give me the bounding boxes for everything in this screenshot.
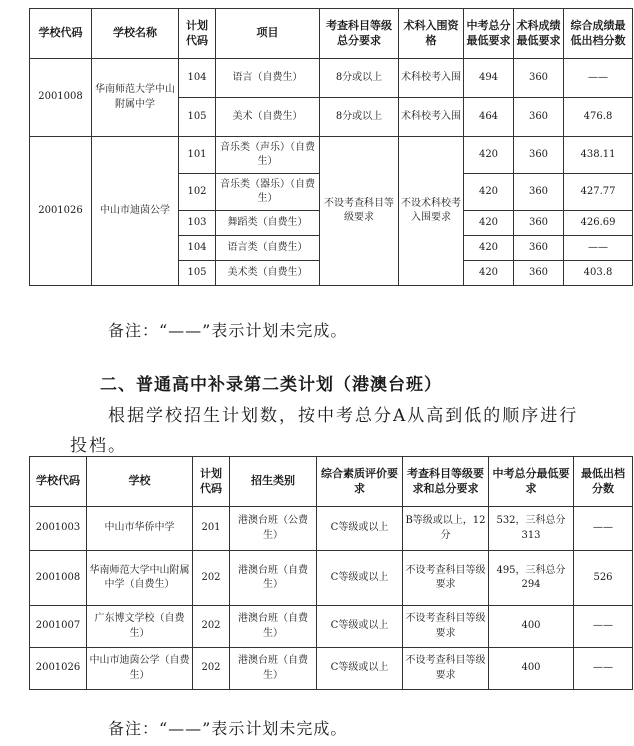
min-total-score: 495，三科总分294 (489, 551, 574, 606)
column-header: 术科成绩最低要求 (514, 9, 564, 59)
min-total-score: 532，三科总分313 (489, 507, 574, 551)
column-header: 考查科目等级总分要求 (320, 9, 399, 59)
paragraph-line-2: 投档。 (70, 436, 127, 456)
min-total-score: 464 (464, 98, 514, 137)
column-header: 计划代码 (179, 9, 216, 59)
min-total-score: 400 (489, 648, 574, 690)
table-row (30, 551, 633, 606)
table-row (30, 606, 633, 648)
min-admission-score: 403.8 (564, 261, 633, 286)
note-2: 备注：“——”表示计划未完成。 (108, 719, 348, 738)
plan-code: 103 (179, 211, 216, 236)
column-header: 招生类别 (230, 457, 317, 507)
min-admission-score: 476.8 (564, 98, 633, 137)
min-total-score: 420 (464, 174, 514, 211)
section-heading: 二、普通高中补录第二类计划（港澳台班） (100, 375, 442, 395)
plan-code: 105 (179, 261, 216, 286)
subject-requirement: 不设考查科目等级要求 (403, 606, 489, 648)
min-admission-score: —— (574, 507, 633, 551)
min-art-score: 360 (514, 261, 564, 286)
subject-requirement: 不设考查科目等级要求 (403, 648, 489, 690)
school-name: 广东博文学校（自费生） (87, 606, 193, 648)
school-name: 华南师范大学中山附属中学（自费生） (87, 551, 193, 606)
item: 美术类（自费生） (216, 261, 320, 286)
paragraph-line-1: 根据学校招生计划数，按中考总分A从高到低的顺序进行 (108, 406, 579, 426)
min-total-score: 494 (464, 59, 514, 98)
table-row (30, 648, 633, 690)
art-plan-table (29, 8, 633, 286)
column-header: 学校名称 (92, 9, 179, 59)
min-admission-score: —— (574, 648, 633, 690)
min-admission-score: —— (564, 59, 633, 98)
item: 音乐类（声乐）（自费生） (216, 137, 320, 174)
item: 音乐类（器乐）（自费生） (216, 174, 320, 211)
evaluation-requirement: C等级或以上 (317, 606, 403, 648)
art-qualification: 术科校考入围 (399, 59, 464, 98)
plan-code: 201 (193, 507, 230, 551)
column-header: 计划代码 (193, 457, 230, 507)
art-qualification: 不设术科校考入围要求 (399, 137, 464, 286)
school-name: 中山市迪茵公学（自费生） (87, 648, 193, 690)
min-total-score: 400 (489, 606, 574, 648)
column-header: 学校 (87, 457, 193, 507)
plan-code: 202 (193, 606, 230, 648)
plan-code: 202 (193, 551, 230, 606)
min-art-score: 360 (514, 236, 564, 261)
column-header: 学校代码 (30, 457, 87, 507)
note-1: 备注：“——”表示计划未完成。 (108, 321, 348, 340)
min-total-score: 420 (464, 211, 514, 236)
hk-macao-taiwan-plan-table (29, 456, 633, 690)
school-name: 中山市迪茵公学 (92, 137, 179, 286)
column-header: 综合成绩最低出档分数 (564, 9, 633, 59)
item: 语言（自费生） (216, 59, 320, 98)
column-header: 学校代码 (30, 9, 92, 59)
min-admission-score: —— (574, 606, 633, 648)
table-header-row (30, 9, 633, 59)
plan-code: 102 (179, 174, 216, 211)
plan-code: 104 (179, 59, 216, 98)
subject-requirement: 不设考查科目等级要求 (320, 137, 399, 286)
column-header: 最低出档分数 (574, 457, 633, 507)
min-art-score: 360 (514, 98, 564, 137)
column-header: 考查科目等级要求和总分要求 (403, 457, 489, 507)
plan-code: 202 (193, 648, 230, 690)
subject-requirement: 8分或以上 (320, 98, 399, 137)
plan-code: 101 (179, 137, 216, 174)
art-qualification: 术科校考入围 (399, 98, 464, 137)
min-admission-score: 526 (574, 551, 633, 606)
school-code: 2001008 (30, 551, 87, 606)
evaluation-requirement: C等级或以上 (317, 551, 403, 606)
enrollment-category: 港澳台班（自费生） (230, 551, 317, 606)
school-code: 2001026 (30, 648, 87, 690)
column-header: 中考总分最低要求 (489, 457, 574, 507)
min-admission-score: —— (564, 236, 633, 261)
min-total-score: 420 (464, 236, 514, 261)
school-name: 华南师范大学中山附属中学 (92, 59, 179, 137)
school-code: 2001026 (30, 137, 92, 286)
min-admission-score: 427.77 (564, 174, 633, 211)
min-art-score: 360 (514, 174, 564, 211)
school-code: 2001003 (30, 507, 87, 551)
min-total-score: 420 (464, 137, 514, 174)
subject-requirement: 8分或以上 (320, 59, 399, 98)
subject-requirement: 不设考查科目等级要求 (403, 551, 489, 606)
enrollment-category: 港澳台班（自费生） (230, 648, 317, 690)
column-header: 术科入围资格 (399, 9, 464, 59)
min-admission-score: 426.69 (564, 211, 633, 236)
item: 舞蹈类（自费生） (216, 211, 320, 236)
table-header-row (30, 457, 633, 507)
evaluation-requirement: C等级或以上 (317, 507, 403, 551)
school-code: 2001008 (30, 59, 92, 137)
min-art-score: 360 (514, 137, 564, 174)
item: 语言类（自费生） (216, 236, 320, 261)
table-row (30, 59, 633, 98)
column-header: 项目 (216, 9, 320, 59)
item: 美术（自费生） (216, 98, 320, 137)
enrollment-category: 港澳台班（公费生） (230, 507, 317, 551)
column-header: 中考总分最低要求 (464, 9, 514, 59)
plan-code: 105 (179, 98, 216, 137)
school-name: 中山市华侨中学 (87, 507, 193, 551)
subject-requirement: B等级或以上，12分 (403, 507, 489, 551)
enrollment-category: 港澳台班（自费生） (230, 606, 317, 648)
min-admission-score: 438.11 (564, 137, 633, 174)
column-header: 综合素质评价要求 (317, 457, 403, 507)
evaluation-requirement: C等级或以上 (317, 648, 403, 690)
school-code: 2001007 (30, 606, 87, 648)
min-art-score: 360 (514, 59, 564, 98)
min-art-score: 360 (514, 211, 564, 236)
table-row (30, 137, 633, 174)
plan-code: 104 (179, 236, 216, 261)
table-row (30, 507, 633, 551)
min-total-score: 420 (464, 261, 514, 286)
